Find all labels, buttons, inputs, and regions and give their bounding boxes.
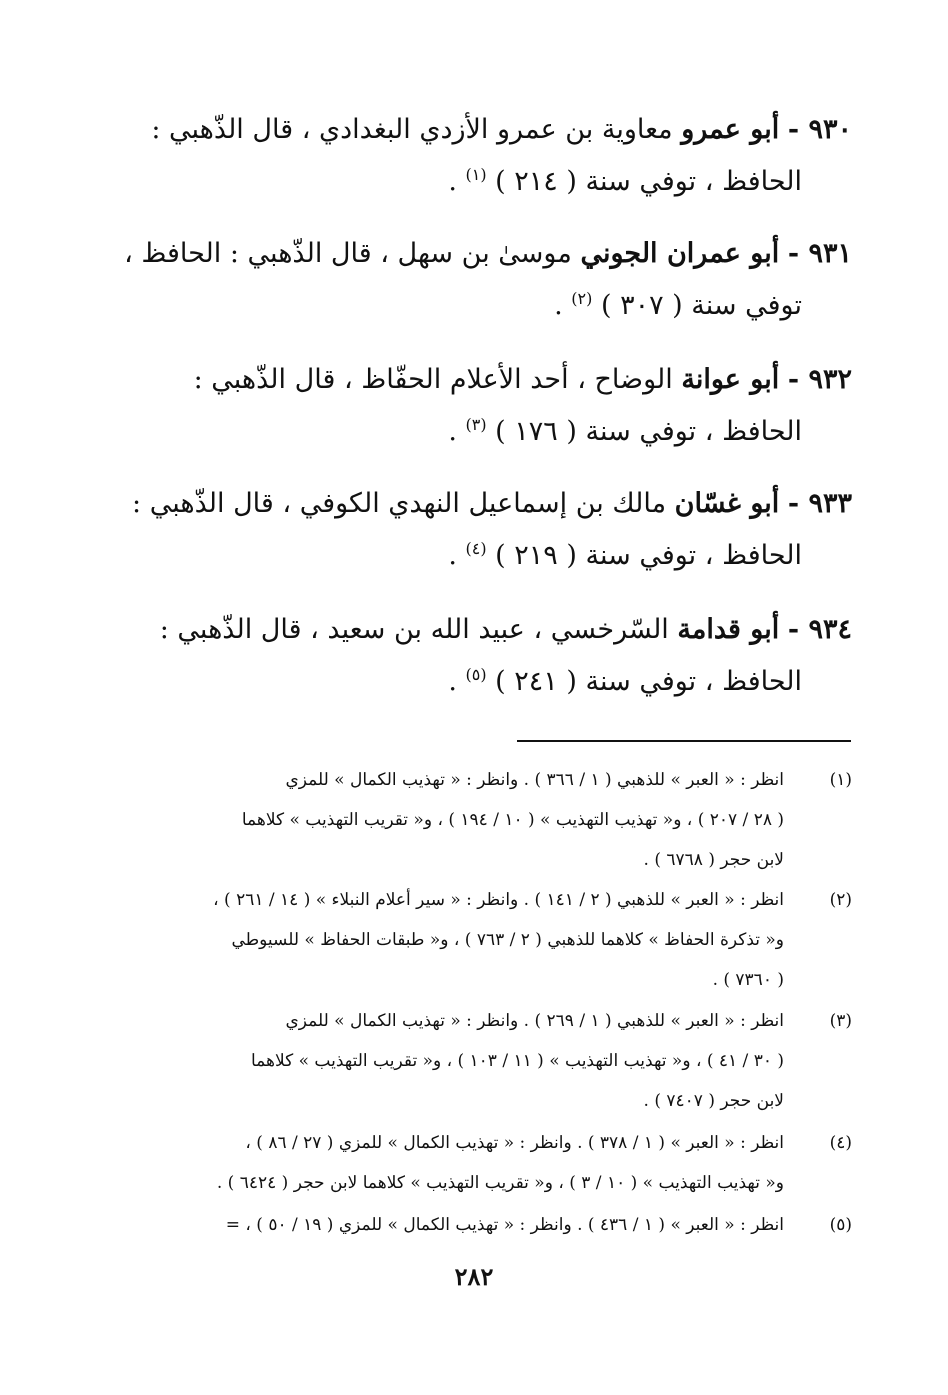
entry-name: أبو عوانة [681, 364, 780, 395]
entry-line2 [100, 406, 852, 458]
footnote-ref[interactable]: (٤) [465, 539, 487, 558]
footnote-3 [100, 1001, 852, 1121]
footnote-line: لابن حجر ( ٧٤٠٧ ) . [643, 1091, 784, 1111]
footnote-body [100, 1123, 784, 1203]
footnote-divider [517, 740, 851, 742]
footnote-line: ( ٧٣٦٠ ) . [712, 970, 784, 990]
footnote-label: (٥) [829, 1215, 852, 1235]
entry-line1 [100, 478, 852, 530]
entry-death-year: الحافظ ، توفي سنة ( ٢١٩ ) [486, 540, 802, 571]
entry-line2 [100, 156, 852, 208]
footnote-line: انظر : « العبر » للذهبي ( ١ / ٣٦٦ ) . وانظر : « تهذيب الكمال » للمزي [285, 770, 784, 790]
footnote-line: انظر : « العبر » للذهبي ( ٢ / ١٤١ ) . وانظر : « سير أعلام النبلاء » ( ١٤ / ٢٦١ ) ، [213, 890, 784, 910]
footnote-line: و« تذكرة الحفاظ » كلاهما للذهبي ( ٢ / ٧٦٣ ) ، و« طبقات الحفاظ » للسيوطي [231, 930, 784, 950]
footnote-ref[interactable]: (٢) [571, 289, 593, 308]
entry-text: موسىٰ بن سهل ، قال الذّهبي : الحافظ ، [124, 238, 572, 269]
footnote-ref[interactable]: (٥) [465, 665, 487, 684]
entry-number: ٩٣٢ - [787, 364, 852, 395]
footnote-body [100, 880, 784, 1000]
entry-934 [100, 604, 852, 708]
entry-932 [100, 354, 852, 458]
footnote-2 [100, 880, 852, 1000]
footnote-line: انظر : « العبر » للذهبي ( ١ / ٢٦٩ ) . وانظر : « تهذيب الكمال » للمزي [285, 1011, 784, 1031]
footnote-label: (٣) [829, 1011, 852, 1031]
footnote-label: (٢) [829, 890, 852, 910]
entry-name: أبو غسّان [674, 488, 780, 519]
entry-line1 [100, 228, 852, 280]
entry-line2 [100, 280, 852, 332]
footnote-body [100, 1001, 784, 1121]
entry-end: . [448, 166, 466, 197]
entry-death-year: الحافظ ، توفي سنة ( ٢٤١ ) [486, 666, 802, 697]
footnote-1 [100, 760, 852, 880]
entry-death-year: توفي سنة ( ٣٠٧ ) [592, 290, 802, 321]
entry-line1 [100, 354, 852, 406]
footnote-5 [100, 1205, 852, 1245]
entry-end: . [554, 290, 572, 321]
footnote-body [100, 760, 784, 880]
footnote-ref[interactable]: (١) [465, 165, 487, 184]
footnote-line: ( ٣٠ / ٤١ ) ، و« تهذيب التهذيب » ( ١١ / ١٠٣ ) ، و« تقريب التهذيب » كلاهما [251, 1051, 784, 1071]
entry-name: أبو عمرو [681, 114, 780, 145]
entry-931 [100, 228, 852, 332]
entry-number: ٩٣٠ - [787, 114, 852, 145]
footnote-line: ( ٢٨ / ٢٠٧ ) ، و« تهذيب التهذيب » ( ١٠ / ١٩٤ ) ، و« تقريب التهذيب » كلاهما [241, 810, 784, 830]
entry-name: أبو عمران الجوني [580, 238, 780, 269]
footnote-line: انظر : « العبر » ( ١ / ٤٣٦ ) . وانظر : « تهذيب الكمال » للمزي ( ١٩ / ٥٠ ) ، = [225, 1215, 784, 1235]
entry-933 [100, 478, 852, 582]
entry-text: الوضاح ، أحد الأعلام الحفّاظ ، قال الذّهبي : [193, 364, 673, 395]
entry-end: . [448, 540, 466, 571]
entry-end: . [448, 416, 466, 447]
entry-death-year: الحافظ ، توفي سنة ( ٢١٤ ) [486, 166, 802, 197]
entry-930 [100, 104, 852, 208]
footnote-4 [100, 1123, 852, 1203]
footnote-line: و« تهذيب التهذيب » ( ١٠ / ٣ ) ، و« تقريب التهذيب » كلاهما لابن حجر ( ٦٤٢٤ ) . [216, 1173, 784, 1193]
entry-name: أبو قدامة [677, 614, 780, 645]
entry-line1 [100, 104, 852, 156]
entry-text: مالك بن إسماعيل النهدي الكوفي ، قال الذّهبي : [132, 488, 667, 519]
entry-line1 [100, 604, 852, 656]
entry-text: السّرخسي ، عبيد الله بن سعيد ، قال الذّهبي : [159, 614, 669, 645]
footnote-label: (٤) [829, 1133, 852, 1153]
footnote-body [100, 1205, 784, 1245]
entry-end: . [448, 666, 466, 697]
footnote-line: انظر : « العبر » ( ١ / ٣٧٨ ) . وانظر : « تهذيب الكمال » للمزي ( ٢٧ / ٨٦ ) ، [245, 1133, 784, 1153]
entry-death-year: الحافظ ، توفي سنة ( ١٧٦ ) [486, 416, 802, 447]
entry-line2 [100, 656, 852, 708]
entry-number: ٩٣١ - [787, 238, 852, 269]
entry-text: معاوية بن عمرو الأزدي البغدادي ، قال الذّهبي : [151, 114, 673, 145]
entry-line2 [100, 530, 852, 582]
footnote-label: (١) [829, 770, 852, 790]
entry-number: ٩٣٤ - [787, 614, 852, 645]
entry-number: ٩٣٣ - [787, 488, 852, 519]
footnote-ref[interactable]: (٣) [465, 415, 487, 434]
page-number: ٢٨٢ [454, 1262, 494, 1291]
footnote-line: لابن حجر ( ٦٧٦٨ ) . [643, 850, 784, 870]
